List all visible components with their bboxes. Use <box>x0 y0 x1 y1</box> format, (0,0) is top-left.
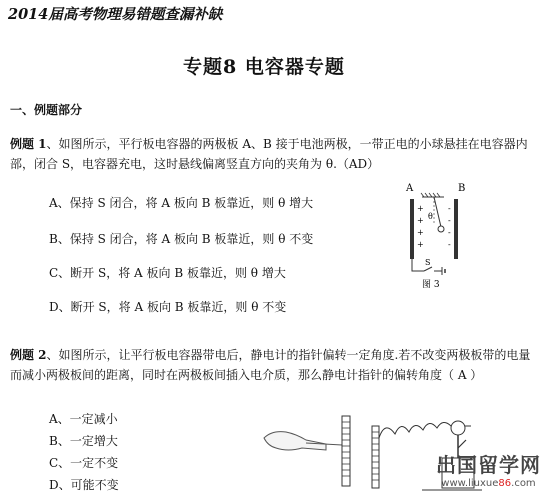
question-1-option-c: C、断开 S，将 A 板向 B 板靠近，则 θ 增大 <box>49 266 286 280</box>
figure-caption: 图 3 <box>422 280 440 290</box>
plus-charge: + <box>417 216 424 225</box>
figure-label-theta: θ <box>428 212 433 221</box>
wire-left <box>412 259 424 271</box>
question-1-label: 例题 1 <box>10 137 47 151</box>
minus-charge: - <box>448 216 451 225</box>
section-heading: 一、例题部分 <box>10 103 83 117</box>
figure-label-a: A <box>406 183 414 194</box>
plate-a <box>410 199 414 259</box>
electrometer-needle <box>458 440 466 448</box>
question-2-option-c: C、一定不变 <box>49 456 119 470</box>
question-2-option-b: B、一定增大 <box>49 434 118 448</box>
minus-charge: - <box>448 228 451 237</box>
watermark-title: 出国留学网 <box>436 453 541 477</box>
capacitor-plate-right <box>372 426 379 488</box>
question-1-option-b: B、保持 S 闭合，将 A 板向 B 板靠近，则 θ 不变 <box>49 232 314 246</box>
watermark-url-prefix: www.liuxue <box>441 478 499 489</box>
plus-charge: + <box>417 240 424 249</box>
question-2-option-d: D、可能不变 <box>49 478 119 492</box>
question-1-option-a: A、保持 S 闭合，将 A 板向 B 板靠近，则 θ 增大 <box>49 196 314 210</box>
question-2-label: 例题 2 <box>10 348 47 362</box>
page-title: 专题8 电容器专题 <box>183 56 345 78</box>
capacitor-plate-left <box>342 416 350 486</box>
minus-charge: - <box>448 204 451 213</box>
minus-charge: - <box>448 240 451 249</box>
figure-label-b: B <box>458 183 466 194</box>
capacitor-ball-figure <box>394 181 474 293</box>
plate-b <box>454 199 458 259</box>
switch <box>424 267 432 271</box>
question-2-option-a: A、一定减小 <box>49 412 118 426</box>
question-1-text: 、如图所示，平行板电容器的两极板 A、B 接于电池两极，一带正电的小球悬挂在电容器内部，闭合 S，电容器充电，这时悬线偏离竖直方向的夹角为 θ.（AD） <box>10 137 528 171</box>
watermark-url-red: 86 <box>498 478 512 489</box>
figure-label-s: S <box>425 258 431 267</box>
thread <box>434 197 441 227</box>
electrometer-knob <box>451 421 465 435</box>
watermark-url-suffix: .com <box>511 478 536 489</box>
question-2-text: 、如图所示，让平行板电容器带电后，静电计的指针偏转一定角度.若不改变两极板带的电量而减小两极板间的距离，同时在两极板间插入电介质，那么静电计指针的偏转角度（ A ） <box>10 348 531 382</box>
charged-ball <box>438 226 444 232</box>
plus-charge: + <box>417 228 424 237</box>
plus-charges: + <box>417 204 424 213</box>
site-watermark <box>436 449 541 489</box>
ceiling-hatch <box>421 193 440 197</box>
question-1-stem <box>10 134 537 174</box>
watermark-url <box>436 478 541 489</box>
hand-illustration <box>264 432 326 450</box>
document-header: 2014届高考物理易错题查漏补缺 <box>8 6 223 23</box>
question-2-stem <box>10 345 537 385</box>
question-1-option-d: D、断开 S，将 A 板向 B 板靠近，则 θ 不变 <box>49 300 287 314</box>
